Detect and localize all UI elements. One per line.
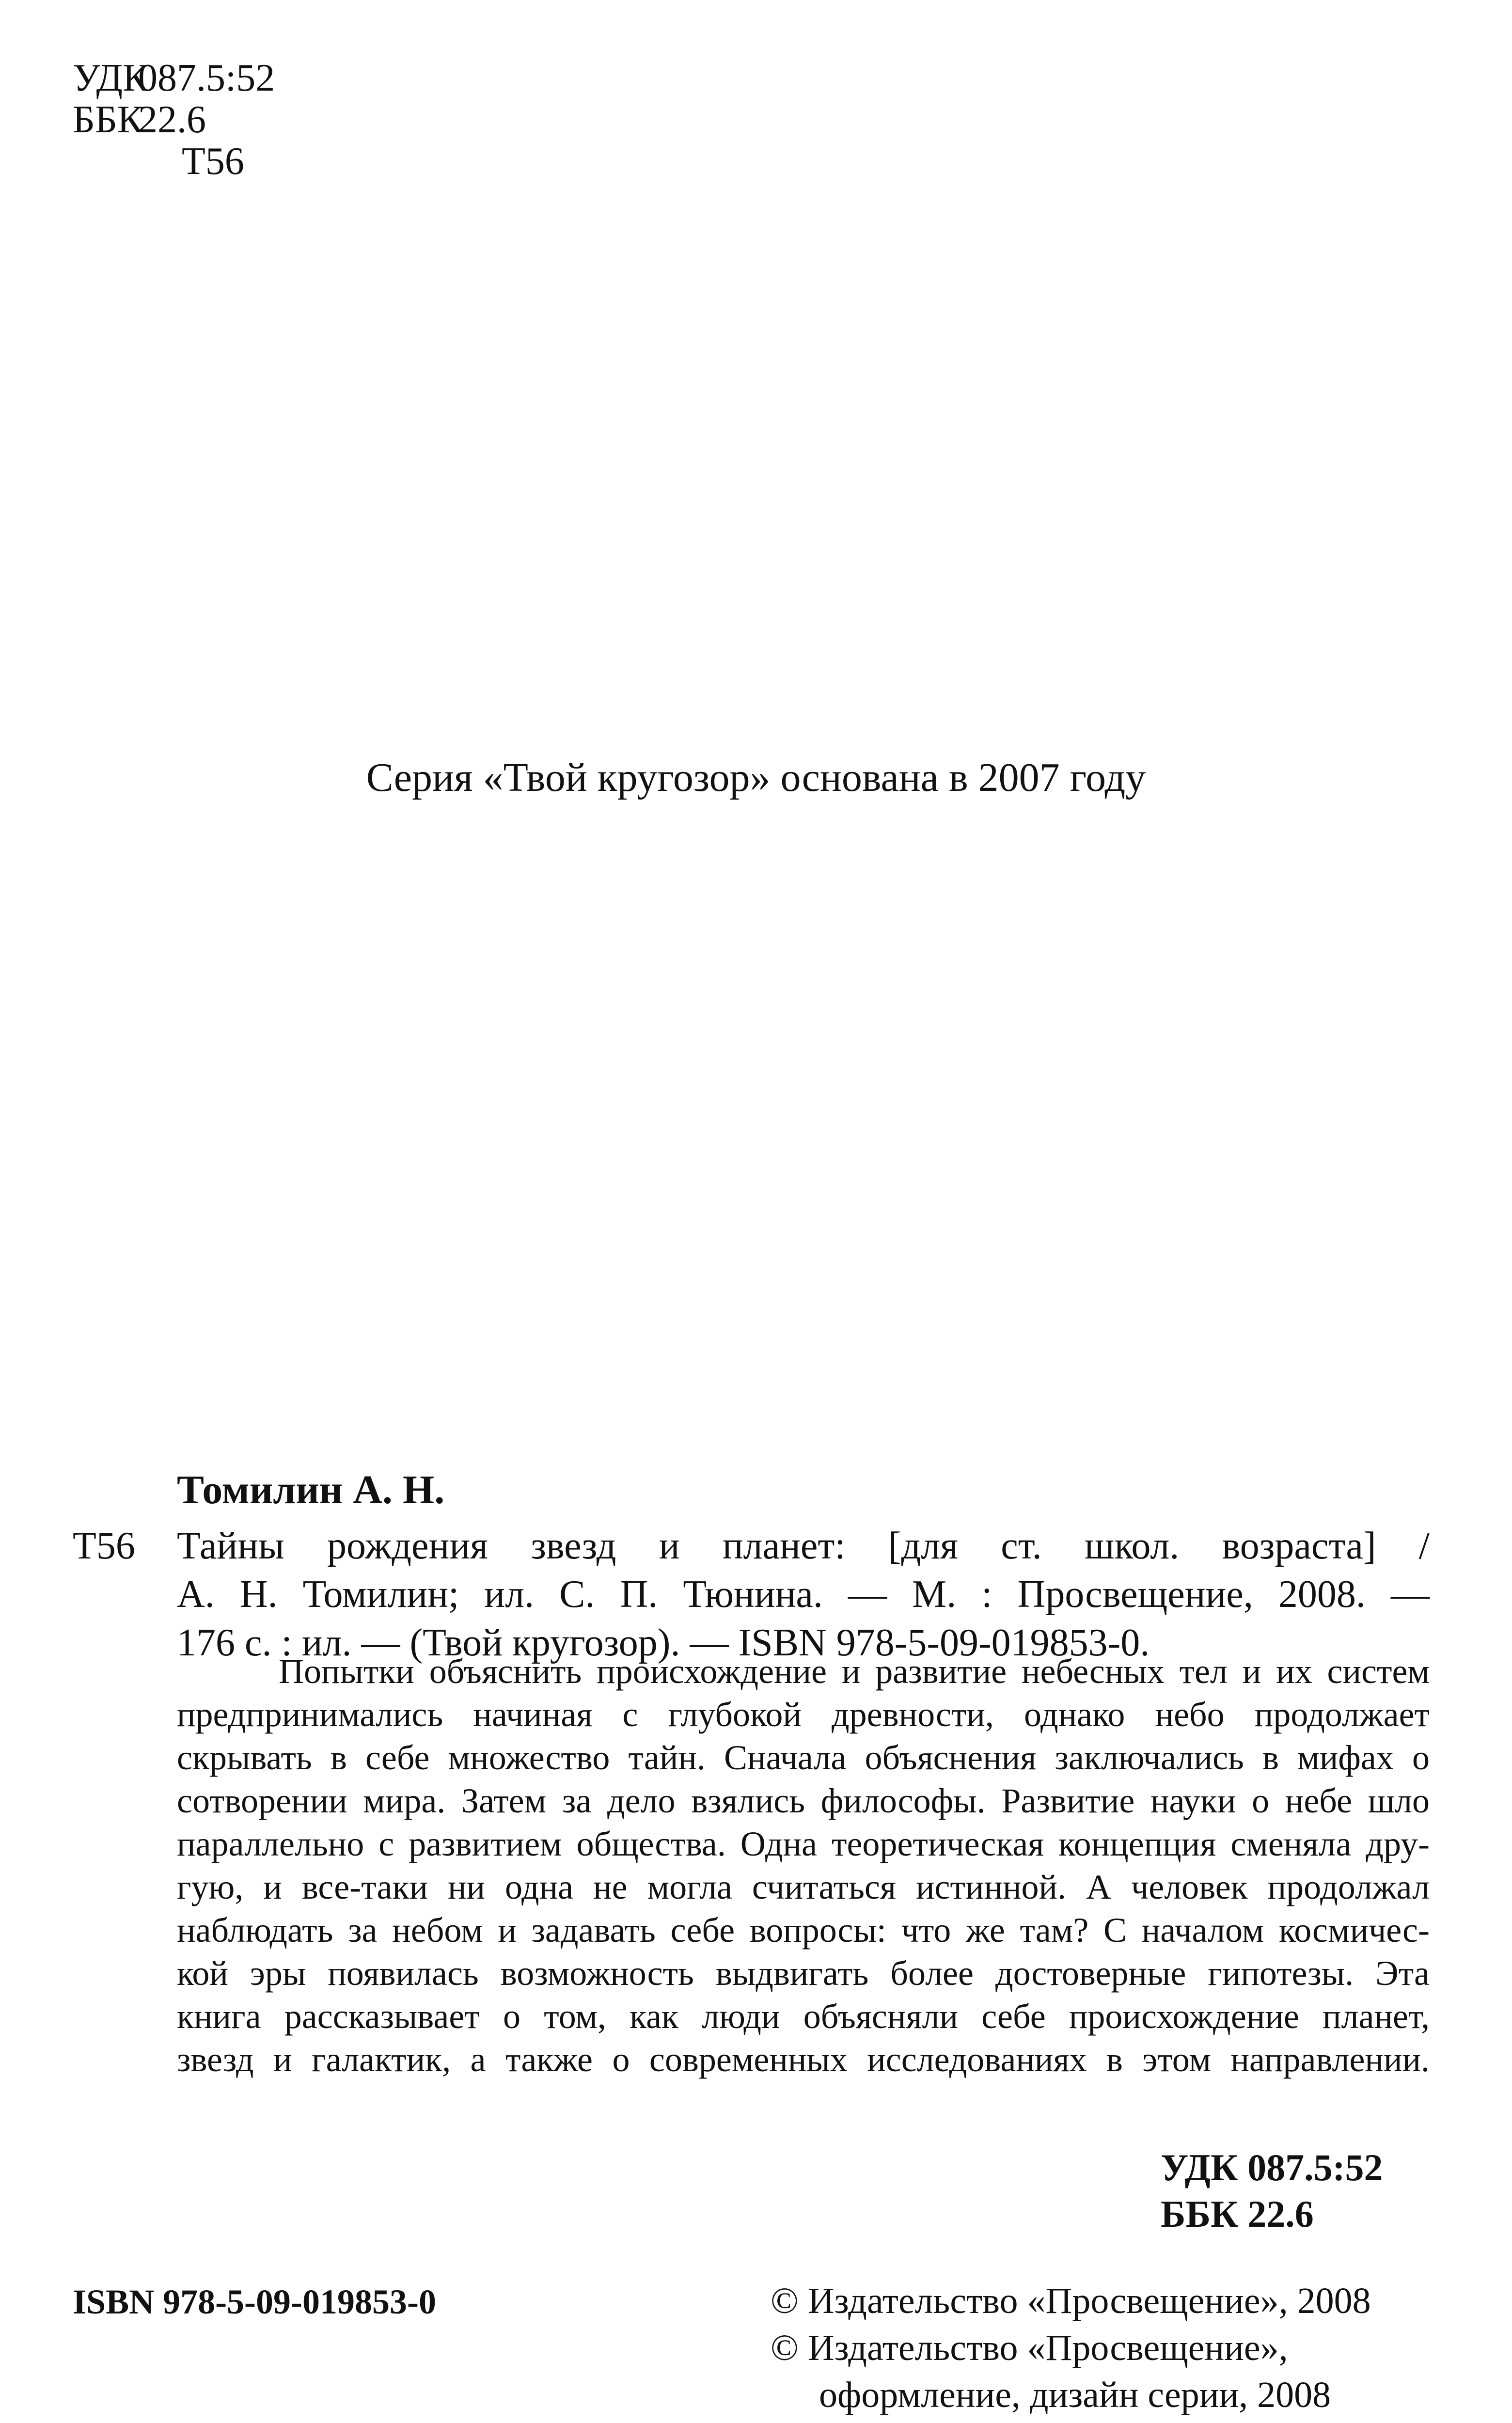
entry-line: А. Н. Томилин; ил. С. П. Тюнина. — М. : Просвещение, 2008. — bbox=[177, 1573, 1430, 1616]
card-author-heading: Томилин А. Н. bbox=[177, 1467, 445, 1512]
entry-line: Тайны рождения звезд и планет: [для ст. школ. возраста] / bbox=[177, 1525, 1430, 1567]
series-note: Серия «Твой кругозор» основана в 2007 году bbox=[366, 755, 1146, 800]
copyright-line: © Издательство «Просвещение», 2008 bbox=[771, 2281, 1371, 2321]
abstract-line: гую, и все-таки ни одна не могла считаться истинной. А человек продолжал bbox=[177, 1868, 1430, 1906]
abstract-line: Попытки объяснить происхождение и развитие небесных тел и их систем bbox=[279, 1652, 1430, 1691]
author-sign-top: Т56 bbox=[182, 140, 244, 183]
abstract-line: скрывать в себе множество тайн. Сначала объяснения заключались в мифах о bbox=[177, 1738, 1430, 1777]
book-abstract bbox=[177, 1650, 1430, 2081]
udk-value: 087.5:52 bbox=[138, 57, 275, 99]
card-author-sign: Т56 bbox=[73, 1525, 135, 1567]
bbk-bottom: ББК 22.6 bbox=[1161, 2193, 1314, 2235]
abstract-line: книга рассказывает о том, как люди объясняли себе происхождение планет, bbox=[177, 1997, 1430, 2036]
abstract-line: кой эры появилась возможность выдвигать более достоверные гипотезы. Эта bbox=[177, 1954, 1430, 1993]
classification-codes-bottom bbox=[1161, 2144, 1383, 2237]
abstract-line: звезд и галактик, а также о современных исследованиях в этом направлении. bbox=[177, 2040, 1430, 2079]
abstract-line: параллельно с развитием общества. Одна теоретическая концепция сменяла дру- bbox=[177, 1825, 1430, 1863]
udk-bottom: УДК 087.5:52 bbox=[1161, 2146, 1383, 2188]
abstract-line: сотворении мира. Затем за дело взялись философы. Развитие науки о небе шло bbox=[177, 1781, 1430, 1820]
abstract-line: предпринимались начиная с глубокой древности, однако небо продолжает bbox=[177, 1695, 1430, 1734]
abstract-line: наблюдать за небом и задавать себе вопросы: что же там? С началом космичес- bbox=[177, 1911, 1430, 1950]
bibliographic-entry bbox=[177, 1522, 1430, 1667]
udk-label: УДК bbox=[73, 57, 149, 99]
bbk-label: ББК bbox=[73, 98, 143, 141]
copyright-line: © Издательство «Просвещение», bbox=[771, 2328, 1288, 2368]
copyright-line: оформление, дизайн серии, 2008 bbox=[819, 2375, 1331, 2415]
isbn: ISBN 978-5-09-019853-0 bbox=[73, 2282, 436, 2321]
classification-codes-top bbox=[73, 57, 275, 182]
bbk-value: 22.6 bbox=[138, 98, 206, 141]
copyright-block bbox=[771, 2278, 1371, 2419]
bbk-row bbox=[73, 99, 275, 141]
entry-line: 176 с. : ил. — (Твой кругозор). — ISBN 978-5-09-019853-0. bbox=[177, 1621, 1150, 1664]
udk-row bbox=[73, 57, 275, 99]
